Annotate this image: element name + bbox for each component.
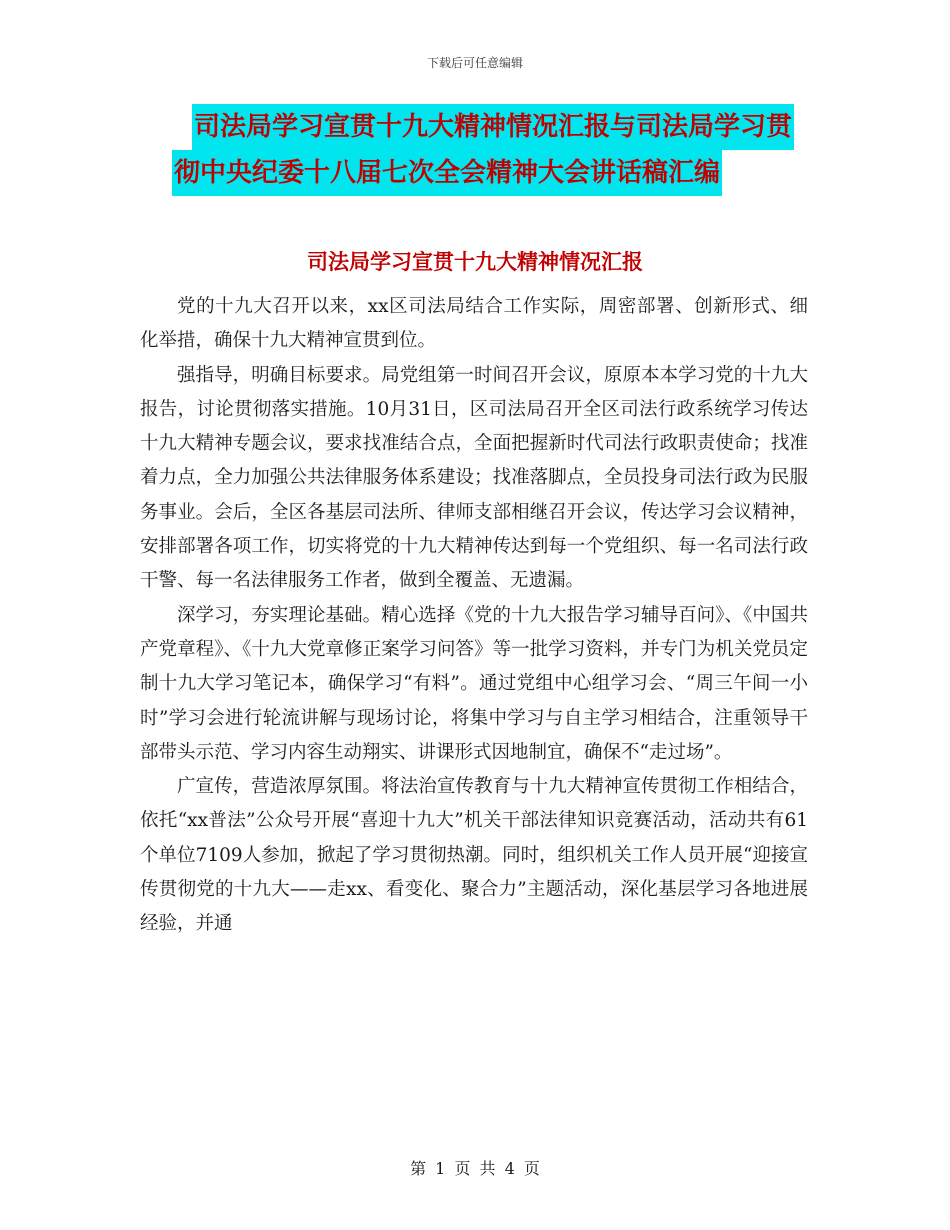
document-body <box>140 290 808 942</box>
document-title-line-1: 司法局学习宣贯十九大精神情况汇报与司法局学习贯 <box>192 104 794 150</box>
document-title-line-2: 彻中央纪委十八届七次全会精神大会讲话稿汇编 <box>172 150 722 196</box>
document-title <box>172 104 832 196</box>
page-number-footer: 第 1 页 共 4 页 <box>410 1159 540 1178</box>
paragraph-study: 深学习，夯实理论基础。精心选择《党的十九大报告学习辅导百问》、《中国共产党章程》、《十九大党章修正案学习问答》等一批学习资料，并专门为机关党员定制十九大学习笔记本，确保学习“有料”。通过党组中心组学习会、“周三午间一小时”学习会进行轮流讲解与现场讨论，将集中学习与自主学习相结合，注重领导干部带头示范、学习内容生动翔实、讲课形式因地制宜，确保不“走过场”。 <box>140 604 808 763</box>
section-title: 司法局学习宣贯十九大精神情况汇报 <box>307 250 643 274</box>
header-note: 下载后可任意编辑 <box>426 56 523 70</box>
paragraph-publicity: 广宣传，营造浓厚氛围。将法治宣传教育与十九大精神宣传贯彻工作相结合，依托“xx普法”公众号开展“喜迎十九大”机关干部法律知识竞赛活动，活动共有61个单位7109人参加，掀起了学习贯彻热潮。同时，组织机关工作人员开展“迎接宣传贯彻党的十九大——走xx、看变化、聚合力”主题活动，深化基层学习各地进展经验，并通 <box>140 776 808 935</box>
paragraph-intro: 党的十九大召开以来，xx区司法局结合工作实际，周密部署、创新形式、细化举措，确保十九大精神宣贯到位。 <box>140 296 808 352</box>
paragraph-guidance: 强指导，明确目标要求。局党组第一时间召开会议，原原本本学习党的十九大报告，讨论贯彻落实措施。10月31日，区司法局召开全区司法行政系统学习传达十九大精神专题会议，要求找准结合点，全面把握新时代司法行政职责使命；找准着力点，全力加强公共法律服务体系建设；找准落脚点，全员投身司法行政为民服务事业。会后，全区各基层司法所、律师支部相继召开会议，传达学习会议精神，安排部署各项工作，切实将党的十九大精神传达到每一个党组织、每一名司法行政干警、每一名法律服务工作者，做到全覆盖、无遗漏。 <box>140 364 808 592</box>
